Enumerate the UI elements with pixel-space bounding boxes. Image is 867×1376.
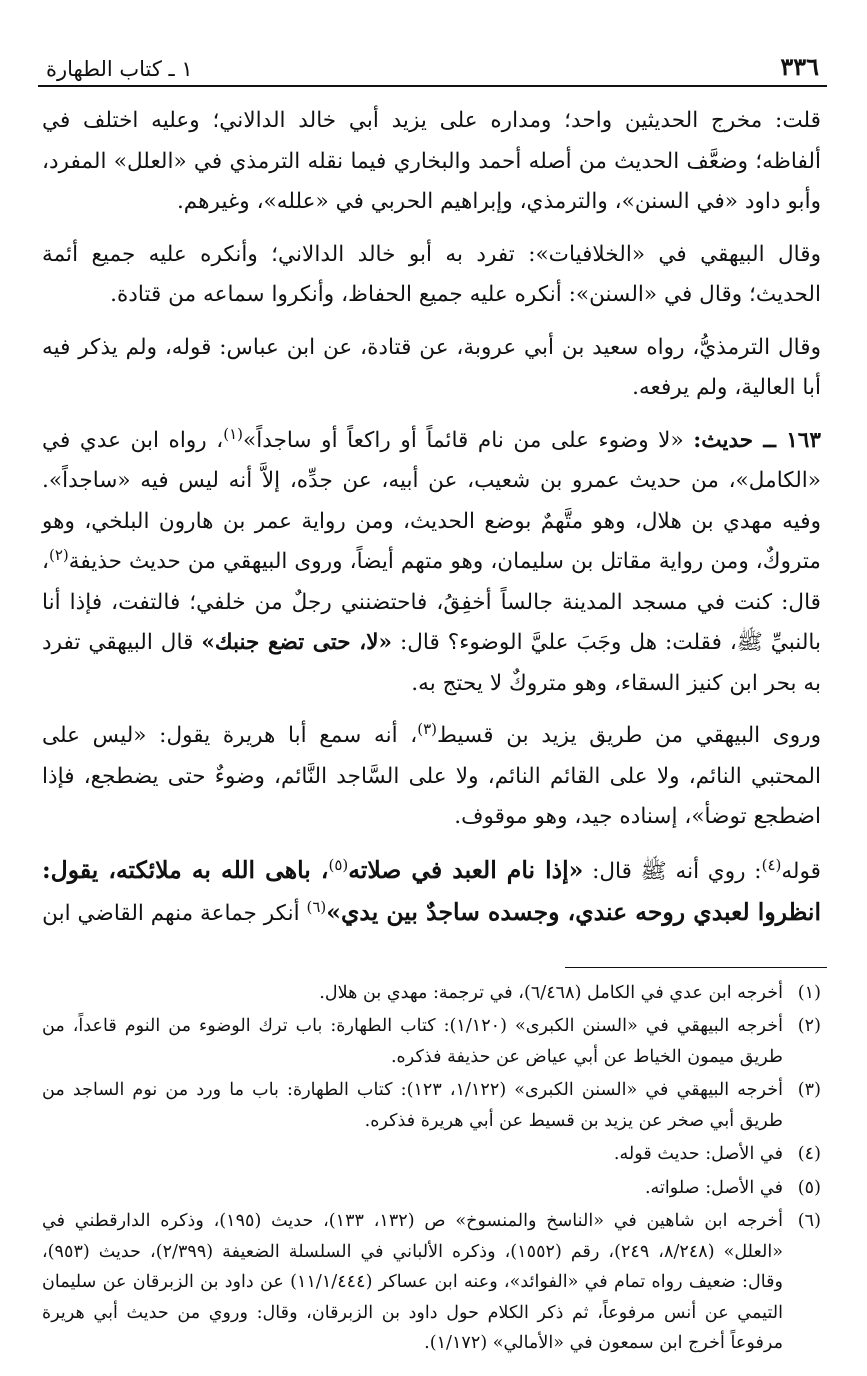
footnote-item bbox=[42, 1173, 821, 1204]
footnote-item bbox=[42, 1075, 821, 1136]
p5-text-2: ، أنه سمع أبا هريرة يقول: «ليس على المحتبي النائم، ولا على القائم النائم، ولا على السَّاجد النَّائم، وضوءٌ حتى يضطجع، فإذا اضطجع توضأ»، إسناده جيد، وهو موقوف. bbox=[42, 723, 821, 829]
footnote-marker-2[interactable]: (٢) bbox=[48, 545, 69, 564]
page-number: ٣٣٦ bbox=[780, 52, 819, 81]
chapter-title: ١ ـ كتاب الطهارة bbox=[46, 57, 193, 81]
footnote-item bbox=[42, 1139, 821, 1170]
footnote-marker-5[interactable]: (٥) bbox=[328, 855, 349, 874]
p6-quote-1: «إذا نام العبد في صلاته bbox=[348, 855, 584, 884]
p6-text-2: أنكر جماعة منهم القاضي ابن bbox=[42, 901, 300, 926]
paragraph-6 bbox=[42, 850, 821, 935]
footnote-marker-1[interactable]: (١) bbox=[223, 424, 244, 443]
footnote-text: أخرجه البيهقي في «السنن الكبرى» (١/١٢٢، ١٢٣): كتاب الطهارة: باب ما ورد من نوم الساجد من طريق أبي صخر عن يزيد بن قسيط عن أبي هريرة فذكره. bbox=[42, 1080, 783, 1131]
footnote-number: (٣) bbox=[797, 1080, 821, 1100]
footnote-number: (٥) bbox=[797, 1177, 821, 1198]
page-header bbox=[38, 52, 827, 87]
paragraph-3: وقال الترمذيُّ، رواه سعيد بن أبي عروبة، عن قتادة، عن ابن عباس: قوله، ولم يذكر فيه أبا العالية، ولم يرفعه. bbox=[42, 334, 821, 400]
hadith-quote: «لا وضوء على من نام قائماً أو راكعاً أو ساجداً» bbox=[243, 427, 684, 453]
footnote-divider bbox=[565, 967, 827, 968]
paragraph-5 bbox=[42, 716, 821, 838]
hadith-number: ١٦٣ ــ حديث: bbox=[693, 427, 821, 453]
footnote-number: (٦) bbox=[797, 1211, 821, 1231]
p6-quote-2: ، باهى الله به ملائكته، يقول: انظروا لعبدي روحه عندي، وجسده ساجدٌ بين يدي» bbox=[42, 855, 821, 926]
hadith-text-1: ، رواه ابن عدي في «الكامل»، من حديث عمرو بن شعيب، عن أبيه، عن جدِّه، إلاَّ أنه ليس فيه «ساجداً». وفيه مهدي بن هلال، وهو متَّهمٌ بوضع الحديث، ومن رواية عمر بن هارون البلخي، وهو متروكٌ، ومن رواية مقاتل بن سليمان، وهو متهم أيضاً، وروى البيهقي من حديث حذيفة bbox=[42, 427, 821, 574]
footnote-divider-wrap bbox=[38, 947, 827, 978]
main-text bbox=[38, 101, 827, 935]
footnotes bbox=[38, 978, 827, 1359]
footnote-text: أخرجه ابن عدي في الكامل (٦/٤٦٨)، في ترجمة: مهدي بن هلال. bbox=[319, 982, 783, 1003]
p5-text-1: وروى البيهقي من طريق يزيد بن قسيط bbox=[437, 723, 821, 748]
footnote-text: أخرجه البيهقي في «السنن الكبرى» (١/١٢٠): كتاب الطهارة: باب ترك الوضوء من النوم قاعداً، من طريق ميمون الخياط عن أبي عياض عن حذيفة فذكره. bbox=[42, 1016, 783, 1067]
p6-lead: قوله bbox=[781, 858, 821, 884]
footnote-marker-6[interactable]: (٦) bbox=[306, 897, 327, 916]
footnote-number: (١) bbox=[797, 982, 821, 1003]
footnote-item bbox=[42, 1011, 821, 1072]
paragraph-2: وقال البيهقي في «الخلافيات»: تفرد به أبو خالد الدالاني؛ وأنكره عليه جميع أئمة الحديث؛ وقال في «السنن»: أنكره عليه جميع الحفاظ، وأنكروا سماعه من قتادة. bbox=[42, 241, 821, 307]
footnote-item bbox=[42, 978, 821, 1009]
paragraph-1: قلت: مخرج الحديثين واحد؛ ومداره على يزيد أبي خالد الدالاني؛ وعليه اختلف في ألفاظه؛ وضعَّف الحديث من أصله أحمد والبخاري فيما نقله الترمذي في «العلل» المفرد، وأبو داود «في السنن»، والترمذي، وإبراهيم الحربي في «علله»، وغيرهم. bbox=[42, 108, 821, 214]
footnote-number: (٤) bbox=[797, 1144, 821, 1164]
paragraph-hadith-163 bbox=[42, 421, 821, 705]
footnote-number: (٢) bbox=[797, 1016, 821, 1036]
hadith-quote-bold: «لا، حتى تضع جنبك» bbox=[201, 630, 393, 655]
footnote-text: أخرجه ابن شاهين في «الناسخ والمنسوخ» ص (١٣٢، ١٣٣)، حديث (١٩٥)، وذكره الدارقطني في «العلل» (٨/٢٤٨، ٢٤٩)، رقم (١٥٥٢)، وذكره الألباني في السلسلة الضعيفة (٢/٣٩٩)، حديث (٩٥٣)، وقال: ضعيف رواه تمام في «الفوائد»، وعنه ابن عساكر (١١/١/٤٤٤) عن داود بن الزبرقان عن سليمان التيمي عن أنس مرفوعاً، ثم ذكر الكلام حول داود بن الزبرقان، وقال: وروي من حديث أبي هريرة مرفوعاً أخرج ابن سمعون في «الأمالي» (١/١٧٢). bbox=[42, 1211, 784, 1353]
hadith-text-3: قال البيهقي تفرد به بحر ابن كنيز السقاء، وهو متروكٌ لا يحتج به. bbox=[42, 630, 821, 696]
footnote-marker-4[interactable]: (٤) bbox=[761, 855, 782, 874]
footnote-marker-3[interactable]: (٣) bbox=[417, 719, 437, 738]
p6-text-1: : روي أنه ﷺ قال: bbox=[592, 858, 762, 884]
hadith-text-2: ، قال: كنت في مسجد المدينة جالساً أخفِقُ، فاحتضنني رجلٌ من خلفي؛ فالتفت، فإذا أنا بالنبيِّ ﷺ، فقلت: هل وجَبَ عليَّ الوضوء؟ قال: bbox=[42, 549, 821, 655]
footnote-text: في الأصل: صلواته. bbox=[644, 1177, 783, 1198]
footnote-text: في الأصل: حديث قوله. bbox=[613, 1144, 783, 1164]
footnote-item bbox=[42, 1206, 821, 1359]
